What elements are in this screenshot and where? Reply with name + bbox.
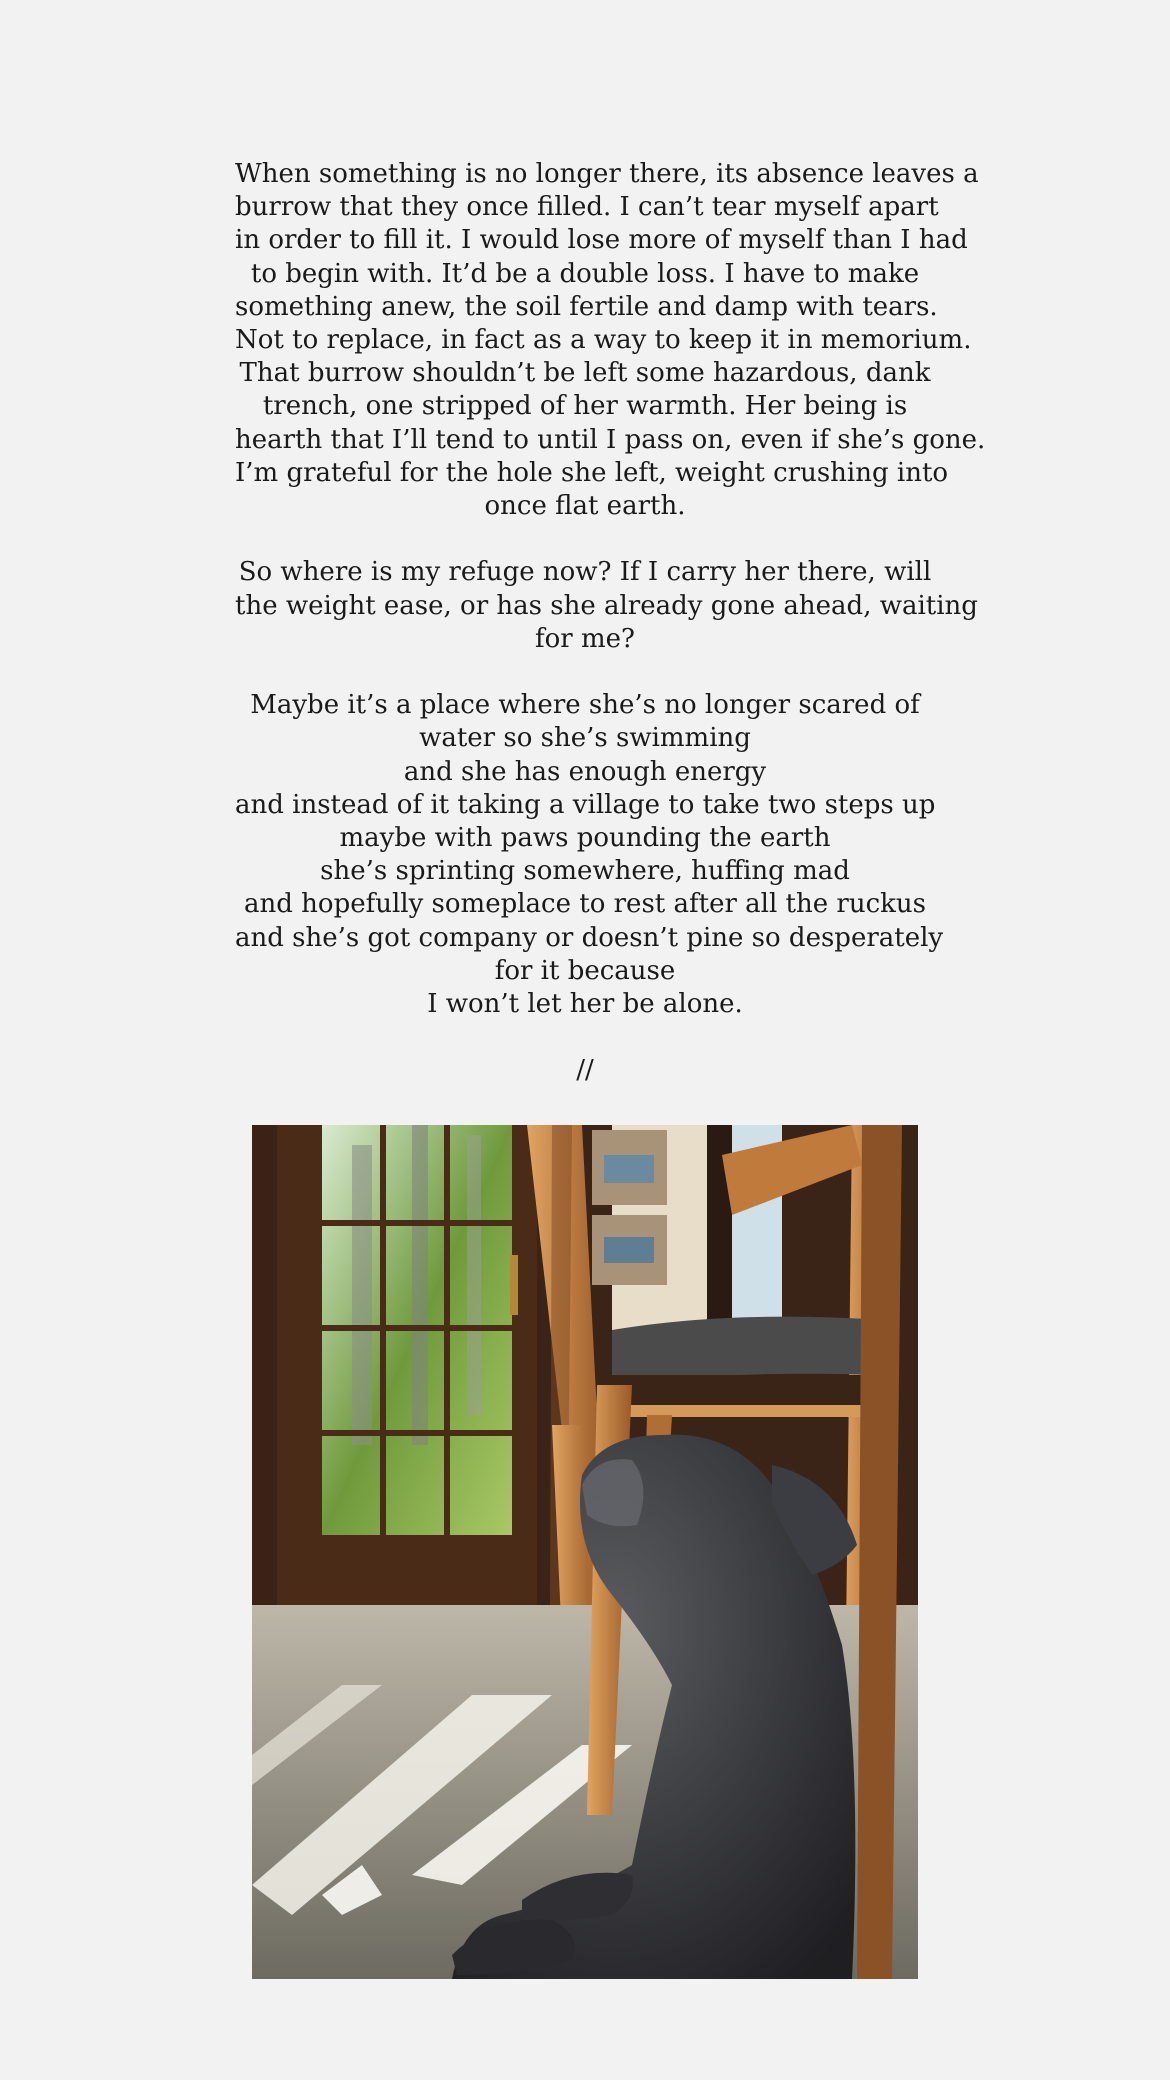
poem-line: in order to fill it. I would lose more of myself than I had (235, 225, 968, 256)
poem-paragraph-2 (235, 556, 978, 656)
poem-line: and she’s got company or doesn’t pine so desperately (235, 922, 944, 953)
poem-line: and she has enough energy (403, 756, 767, 787)
poem-line: maybe with paws pounding the earth (339, 823, 831, 854)
poem-line: So where is my refuge now? If I carry her there, will (238, 557, 932, 588)
poem-line: something anew, the soil fertile and damp with tears. (235, 291, 938, 322)
poem-line: for it because (494, 955, 676, 986)
dog-photo (252, 1125, 918, 1979)
poem-line: hearth that I’ll tend to until I pass on, even if she’s gone. (235, 424, 986, 455)
poem-line: I’m grateful for the hole she left, weight crushing into (235, 457, 949, 488)
poem-line: Maybe it’s a place where she’s no longer scared of (250, 690, 920, 721)
poem-paragraph-3 (235, 689, 944, 1021)
poem-line: to begin with. It’d be a double loss. I have to make (250, 258, 920, 289)
poem-line: When something is no longer there, its absence leaves a (235, 159, 979, 189)
poem-paragraph-1 (235, 158, 986, 523)
poem-body (235, 158, 986, 1088)
poem-line: and instead of it taking a village to take two steps up (235, 789, 936, 820)
poem-line: burrow that they once filled. I can’t tear myself apart (235, 192, 939, 223)
poem-line: water so she’s swimming (419, 723, 751, 754)
poem-line: the weight ease, or has she already gone ahead, waiting (235, 590, 978, 621)
poem-line: for me? (535, 623, 635, 654)
poem-line: Not to replace, in fact as a way to keep it in memorium. (235, 325, 972, 356)
poem-line: and hopefully someplace to rest after all the ruckus (244, 889, 926, 920)
poem-line: I won’t let her be alone. (427, 989, 743, 1020)
poem-line: That burrow shouldn’t be left some hazardous, dank (239, 358, 931, 389)
poem-line: once flat earth. (484, 491, 686, 522)
poem-line: trench, one stripped of her warmth. Her being is (262, 391, 908, 422)
poem-line: she’s sprinting somewhere, huffing mad (320, 856, 850, 887)
section-divider: // (576, 1055, 594, 1086)
